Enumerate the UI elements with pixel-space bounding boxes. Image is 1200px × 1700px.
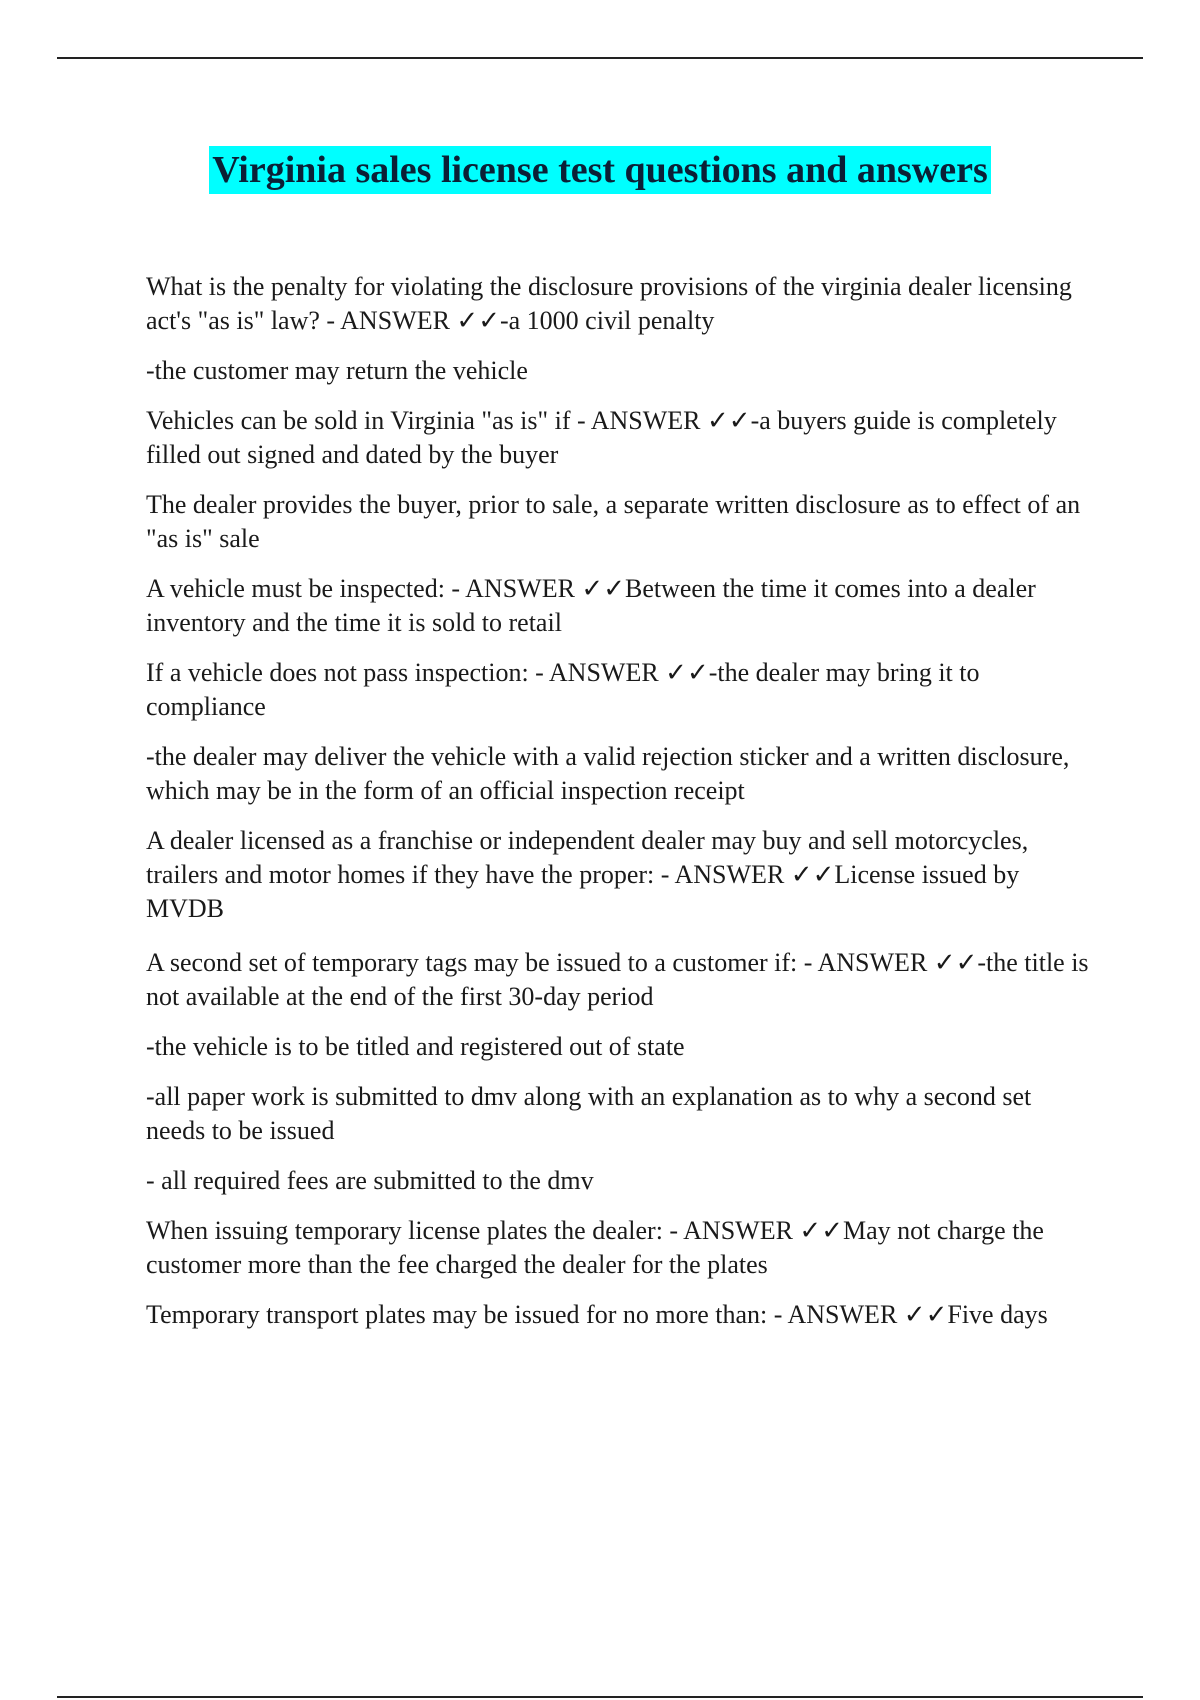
paragraph: A vehicle must be inspected: - ANSWER ✓✓Between the time it comes into a dealer inventory and the time it is sold to retail	[146, 574, 1036, 637]
paragraph: -all paper work is submitted to dmv along with an explanation as to why a second set needs to be issued	[146, 1082, 1032, 1145]
document-body	[146, 270, 1096, 1348]
title-container	[0, 146, 1200, 194]
paragraph: A dealer licensed as a franchise or independent dealer may buy and sell motorcycles, trailers and motor homes if they have the proper: - ANSWER ✓✓License issued by MVDB	[146, 826, 1029, 923]
paragraph: - all required fees are submitted to the dmv	[146, 1166, 594, 1195]
page-title: Virginia sales license test questions and answers	[209, 146, 991, 194]
footer-rule	[57, 1696, 1143, 1698]
paragraph: The dealer provides the buyer, prior to sale, a separate written disclosure as to effect of an "as is" sale	[146, 490, 1081, 553]
paragraph: A second set of temporary tags may be issued to a customer if: - ANSWER ✓✓-the title is not available at the end of the first 30-day period	[146, 948, 1089, 1011]
paragraph: Temporary transport plates may be issued for no more than: - ANSWER ✓✓Five days	[146, 1300, 1048, 1329]
paragraph: -the vehicle is to be titled and registered out of state	[146, 1032, 685, 1061]
paragraph: If a vehicle does not pass inspection: - ANSWER ✓✓-the dealer may bring it to compliance	[146, 658, 980, 721]
paragraph: What is the penalty for violating the disclosure provisions of the virginia dealer licensing act's "as is" law? - ANSWER ✓✓-a 1000 civil penalty	[146, 272, 1072, 335]
header-rule	[57, 57, 1143, 59]
paragraph: -the customer may return the vehicle	[146, 356, 528, 385]
paragraph: When issuing temporary license plates the dealer: - ANSWER ✓✓May not charge the customer more than the fee charged the dealer for the plates	[146, 1216, 1044, 1279]
paragraph: -the dealer may deliver the vehicle with a valid rejection sticker and a written disclosure, which may be in the form of an official inspection receipt	[146, 742, 1070, 805]
paragraph: Vehicles can be sold in Virginia "as is" if - ANSWER ✓✓-a buyers guide is completely filled out signed and dated by the buyer	[146, 406, 1057, 469]
